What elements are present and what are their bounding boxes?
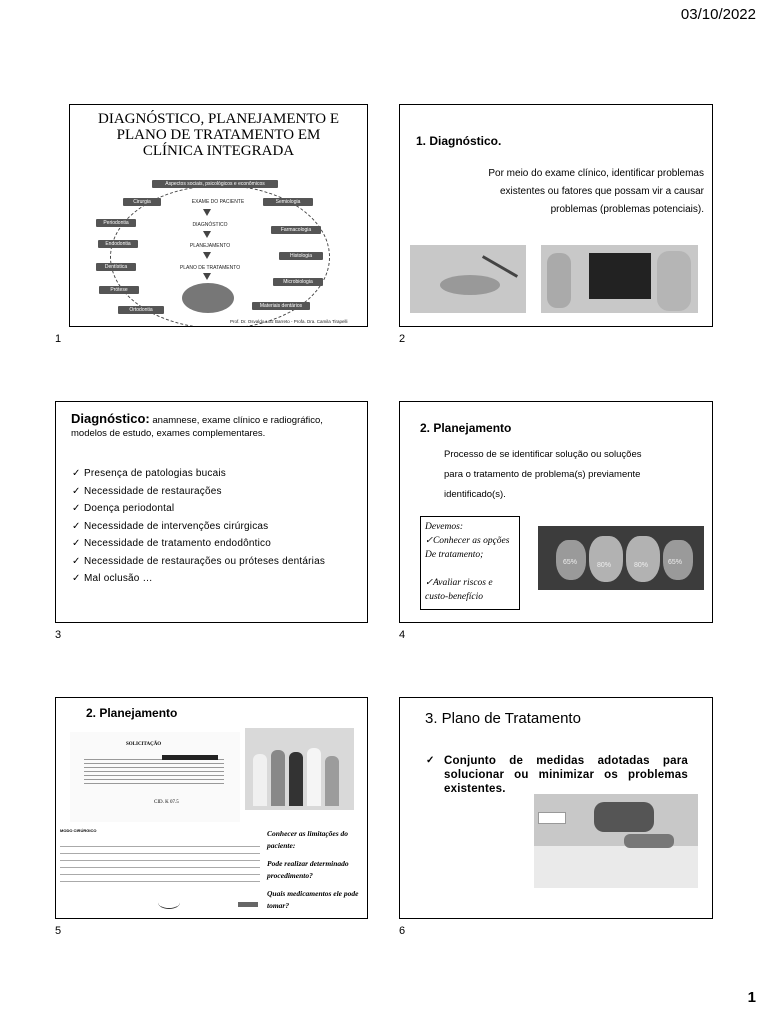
page-number: 1 [747, 989, 756, 1006]
list-item: ✓ Necessidade de restaurações [72, 483, 362, 501]
list-item: ✓ Doença periodontal [72, 500, 362, 518]
slide-number: 5 [55, 925, 62, 937]
slide-number: 1 [55, 333, 62, 345]
diagram-left-box: Periodontia [96, 219, 136, 227]
medical-team-illustration [245, 728, 354, 810]
list-item: ✓ Presença de patologias bucais [72, 465, 362, 483]
slide-4-title: 2. Planejamento [420, 421, 512, 435]
slide-5 [55, 697, 368, 919]
diagnosis-list [72, 465, 362, 588]
diagram-top-box: Aspectos sociais, psicológicos e econômicos [152, 180, 278, 188]
percentage-label: 80% [597, 562, 612, 569]
slide-number: 3 [55, 629, 62, 641]
diagram-right-box: Microbiologia [273, 278, 323, 286]
list-item: ✓ Necessidade de tratamento endodôntico [72, 535, 362, 553]
diagram-right-box: Semiologia [263, 198, 313, 206]
slide-number: 6 [399, 925, 406, 937]
diagram-center-label: EXAME DO PACIENTE [191, 199, 245, 205]
slide-2-title: 1. Diagnóstico. [416, 134, 502, 148]
box-line: ✓Avaliar riscos e [425, 578, 493, 588]
box-line: De tratamento; [425, 550, 484, 560]
must-box [420, 516, 520, 610]
list-item: ✓ Necessidade de intervenções cirúrgicas [72, 518, 362, 536]
treatment-plan-list [426, 754, 688, 796]
diagram-center-label: PLANEJAMENTO [189, 243, 231, 249]
document-heading: SOLICITAÇÃO [126, 742, 162, 747]
slide-number: 2 [399, 333, 406, 345]
percentage-label: 80% [634, 562, 649, 569]
percentage-label: 65% [563, 559, 578, 566]
report-heading: MODO CIRÚRGICO [60, 828, 97, 833]
slide-3-subtitle: anamnese, exame clínico e radiográfico, modelos de estudo, exames complementares. [71, 415, 323, 439]
slide-6 [399, 697, 713, 919]
slide-6-title: 3. Plano de Tratamento [425, 710, 581, 727]
question-item: Quais medicamentos ele pode tomar? [267, 889, 359, 910]
slide-1-title: DIAGNÓSTICO, PLANEJAMENTO E PLANO DE TRATAMENTO EM CLÍNICA INTEGRADA [98, 111, 339, 159]
report-document-image [58, 826, 266, 918]
diagram-credit: Prof. Dr. Osvaldo Luiz Barreto - Profa. Dra. Camila Tirapelli [230, 319, 348, 324]
teeth-translucency-image [538, 526, 704, 590]
box-line [425, 562, 515, 576]
slide-3 [55, 401, 368, 623]
document-date: 03/10/2022 [680, 6, 756, 23]
request-document-image [70, 732, 240, 822]
list-item: ✓ Conjunto de medidas adotadas para solucionar ou minimizar os problemas existentes. [426, 754, 688, 796]
diagram-center-label: DIAGNÓSTICO [192, 222, 228, 228]
diagram-left-box: Ortodontia [118, 306, 164, 314]
list-item: ✓ Necessidade de restaurações ou próteses dentárias [72, 553, 362, 571]
slide-2 [399, 104, 713, 327]
slide-4-body [444, 445, 706, 505]
dental-exam-photo [410, 245, 526, 313]
patient-questions [267, 828, 363, 912]
dentist-radiograph-photo [541, 245, 698, 313]
percentage-label: 65% [668, 559, 683, 566]
body-line: Processo de se identificar solução ou soluções [444, 449, 642, 460]
slide-3-title: Diagnóstico: [71, 411, 150, 426]
slide-5-title: 2. Planejamento [86, 706, 178, 720]
body-line: para o tratamento de problema(s) previamente [444, 469, 641, 480]
box-title: Devemos: [425, 522, 463, 532]
diagram-right-box: Farmacologia [271, 226, 321, 234]
consultation-photo [534, 794, 698, 888]
diagram-right-box: Histologia [279, 252, 323, 260]
question-item: Conhecer as limitações do paciente: [267, 829, 349, 850]
diagram-center-label: PLANO DE TRATAMENTO [179, 265, 241, 271]
diagram-left-box: Prótese [99, 286, 139, 294]
diagram-left-box: Endodontia [98, 240, 138, 248]
box-line: custo-benefício [425, 592, 484, 602]
slide-2-body: Por meio do exame clínico, identificar problemas existentes ou fatores que possam vir a causar problemas (problemas potenciais). [488, 168, 704, 215]
slide-1 [69, 104, 368, 327]
question-item: Pode realizar determinado procedimento? [267, 859, 349, 880]
slide-number: 4 [399, 629, 406, 641]
box-line: ✓Conhecer as opções [425, 536, 510, 546]
list-item: ✓ Mal oclusão … [72, 570, 362, 588]
diagram-left-box: Cirurgia [123, 198, 161, 206]
body-line: identificado(s). [444, 489, 506, 500]
diagram-right-box: Materiais dentários [252, 302, 310, 310]
diagram-left-box: Dentística [96, 263, 136, 271]
slide-4 [399, 401, 713, 623]
puzzle-figure-image [182, 283, 234, 313]
document-cid: CID. K 07.5 [154, 800, 179, 805]
